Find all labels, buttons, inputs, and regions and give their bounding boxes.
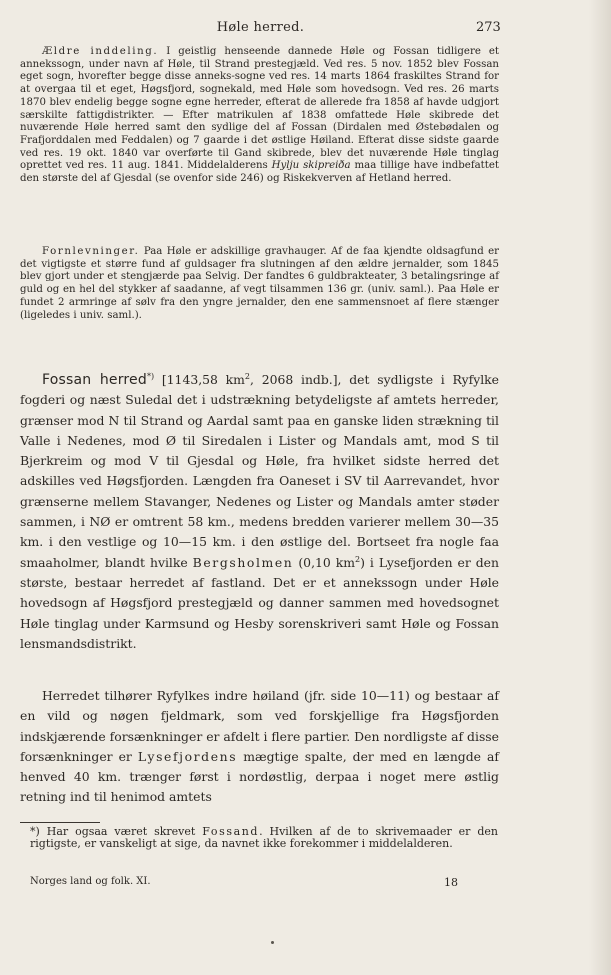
antiquities-label: Fornlevninger.: [42, 246, 140, 257]
fossan-spaced-1: Bergsholmen: [192, 554, 294, 570]
landscape-text-2: mægtige spalte, der med en længde af henved 40 km. trænger først i nordøstlig, derpaa i noget mere østlig retning ind til henimod amtets: [20, 748, 499, 805]
fossan-footnote-mark: *): [146, 371, 155, 381]
fossan-paragraph: [20, 370, 499, 654]
footer-sheet-number: 18: [444, 876, 458, 889]
subdivision-text: I geistlig henseende dannede Høle og Fossan tidligere et annekssogn, under navn af Høle, til Strand prestegjæld. Ved res. 5 nov. 1852 blev Fossan eget sogn, hvorefter begge disse anneks-sogne ved res. 14 marts 1864 fraskiltes Strand for at overgaa til et eget, Høgsfjord, sognekald, med Høle som hovedsogn. Ved res. 26 marts 1870 blev endelig begge sogne egne herreder, efterat de allerede fra 1858 af havde udgjort særskilte fattigdistrikter. — Efter matrikulen af 1838 omfattede Høle skibrede det nuværende Høle herred samt den sydlige del af Fossan (Dirdalen med Østebødalen og Frafjorddalen med Feddalen) og 7 gaarde i det østlige Høiland. Efterat disse sidste gaarde ved res. 19 okt. 1840 var overførte til Gand skibrede, blev det nuværende Høle tinglag oprettet ved res. 11 aug. 1841. Middelalderens: [20, 46, 499, 172]
paper-speck: [271, 941, 274, 944]
page-number: 273: [476, 20, 501, 35]
fossan-heading: Fossan herred: [42, 372, 147, 388]
fossan-text-2: , 2068 indb.], det sydligste i Ryfylke fogderi og næst Suledal det i udstrækning betydeligste af amtets herreder, grænser mod N til Strand og Aardal samt paa en ganske liden strækning til Valle i Nedenes, mod Ø til Siredalen i Lister og Mandals amt, mod S til Bjerkreim og mod V til Gjesdal og Høle, fra hvilket sidste herred det adskilles ved Høgsfjorden. Længden fra Oaneset i SV til Aarrevandet, hvor grænserne mellem Stavanger, Nedenes og Lister og Mandals amter støder sammen, i NØ er omtrent 58 km., medens bredden varierer mellem 30—35 km. i den vestlige og 10—15 km. i den østlige del. Bortseet fra nogle faa smaaholmer, blandt hvilke: [20, 372, 499, 570]
fossan-text-4: ) i Lysefjorden er den største, bestaar herredet af fastland. Det er et annekssogn under Høle hovedsogn af Høgsfjord prestegjæld og danner sammen med hovedsognet Høle tinglag under Karmsund og Hesby sorenskriveri samt Høle og Fossan lensmandsdistrikt.: [20, 554, 499, 651]
landscape-text-1: Herredet tilhører Ryfylkes indre høiland (jfr. side 10—11) og bestaar af en vild og nøgen fjeldmark, som ved forskjellige fra Høgsfjorden indskjærende forsænkninger er afdelt i flere partier. Den nordligste af disse forsænkninger er: [20, 688, 499, 764]
running-header: Høle herred.: [216, 20, 305, 35]
fossan-text-1: [1143,58 km: [154, 372, 245, 387]
footnote-mark: *): [30, 825, 40, 838]
subdivision-text-after: maa tillige have indbefattet den største del af Gjesdal (se ovenfor side 246) og Riskekverven af Hetland herred.: [20, 160, 499, 185]
footnote-spaced: Fossand: [202, 825, 260, 838]
fossan-sup-1: 2: [244, 371, 251, 381]
footer-signature: Norges land og folk. XI.: [30, 876, 151, 887]
footnote-rule: [20, 822, 100, 823]
subdivision-label: Ældre inddeling.: [42, 46, 159, 57]
page-edge-shadow: [589, 0, 611, 975]
subdivision-paragraph: [20, 46, 499, 186]
fossan-sup-2: 2: [355, 554, 361, 564]
antiquities-paragraph: [20, 246, 499, 322]
footnote-text-2: . Hvilken af de to skrivemaader er den rigtigste, er vanskeligt at sige, da navnet ikke forekommer i middelalderen.: [30, 825, 498, 850]
footnote-text-1: Har ogsaa været skrevet: [39, 825, 203, 838]
landscape-paragraph: [20, 686, 499, 808]
footnote: [30, 826, 498, 850]
antiquities-text: Paa Høle er adskillige gravhauger. Af de faa kjendte oldsagfund er det vigtigste et større fund af guldsager fra slutningen af den ældre jernalder, som 1845 blev gjort under et stengjærde paa Selvig. Der fandtes 6 guldbrakteater, 3 betalingsringe af guld og en hel del stykker af saadanne, af vegt tilsammen 136 gr. (univ. saml.). Paa Høle er fundet 2 armringe af sølv fra den yngre jernalder, den ene sammensnoet af flere stænger (ligeledes i univ. saml.).: [20, 246, 499, 321]
landscape-spaced: Lysefjordens: [137, 748, 238, 764]
fossan-text-3: (0,10 km: [293, 554, 355, 570]
subdivision-italic: Hylju skipreiða: [271, 160, 351, 172]
